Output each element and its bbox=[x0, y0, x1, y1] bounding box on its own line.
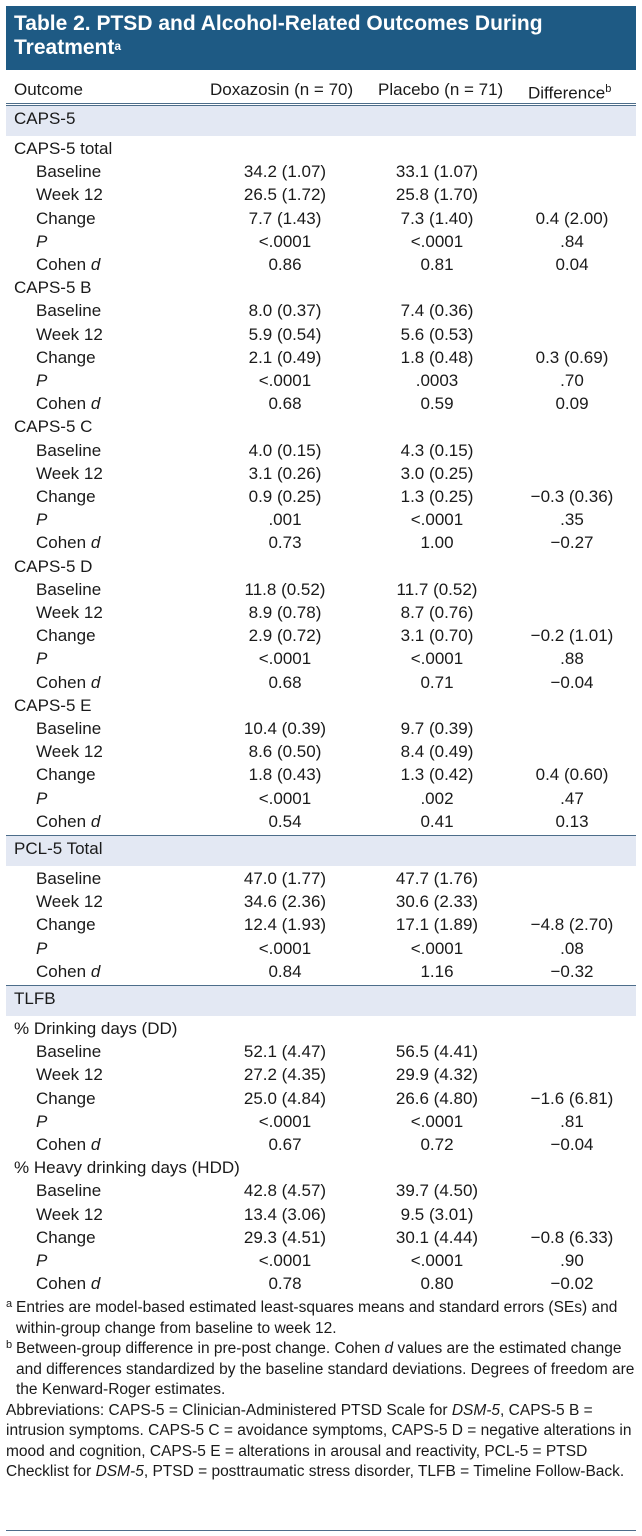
doxazosin-value: 29.3 (4.51) bbox=[243, 1227, 327, 1247]
group-label: CAPS-5 total bbox=[14, 139, 113, 158]
placebo-value: 0.41 bbox=[420, 811, 454, 831]
placebo-value: 1.16 bbox=[420, 961, 454, 981]
placebo-value: 4.3 (0.15) bbox=[400, 440, 474, 460]
row-label-cohen: Cohen d bbox=[36, 811, 101, 831]
column-header-doxazosin: Doxazosin (n = 70) bbox=[210, 80, 354, 99]
row-label-p: P bbox=[36, 938, 48, 958]
doxazosin-value: 3.1 (0.26) bbox=[248, 463, 322, 483]
difference-value: −0.8 (6.33) bbox=[530, 1227, 614, 1247]
doxazosin-value: 5.9 (0.54) bbox=[248, 324, 322, 344]
difference-value: −0.2 (1.01) bbox=[530, 626, 614, 646]
doxazosin-value: 4.0 (0.15) bbox=[248, 440, 322, 460]
difference-value: .47 bbox=[560, 788, 584, 808]
row-label-baseline: Baseline bbox=[36, 440, 102, 460]
section-title: TLFB bbox=[14, 989, 56, 1008]
doxazosin-value: 25.0 (4.84) bbox=[243, 1088, 327, 1108]
placebo-value: 1.3 (0.42) bbox=[400, 765, 474, 785]
placebo-value: 3.1 (0.70) bbox=[400, 626, 474, 646]
section-title: PCL-5 Total bbox=[14, 839, 103, 858]
placebo-value: <.0001 bbox=[410, 510, 464, 530]
difference-value: 0.09 bbox=[555, 394, 589, 414]
placebo-value: 0.59 bbox=[420, 394, 454, 414]
table-title-text: Table 2. PTSD and Alcohol-Related Outcomes During Treatment bbox=[14, 12, 543, 59]
doxazosin-value: 0.54 bbox=[268, 811, 302, 831]
footnote-marker: b bbox=[6, 1339, 13, 1351]
placebo-value: 26.6 (4.80) bbox=[395, 1088, 479, 1108]
doxazosin-value: 7.7 (1.43) bbox=[248, 208, 322, 228]
difference-value: .88 bbox=[560, 649, 584, 669]
doxazosin-value: 8.0 (0.37) bbox=[248, 301, 322, 321]
placebo-value: 11.7 (0.52) bbox=[396, 579, 478, 599]
difference-value: .81 bbox=[560, 1111, 584, 1131]
row-label-baseline: Baseline bbox=[36, 1181, 102, 1201]
placebo-value: <.0001 bbox=[410, 938, 464, 958]
doxazosin-value: 11.8 (0.52) bbox=[244, 579, 326, 599]
row-label-week12: Week 12 bbox=[36, 742, 103, 762]
doxazosin-value: 52.1 (4.47) bbox=[243, 1042, 327, 1062]
row-label-cohen: Cohen d bbox=[36, 961, 101, 981]
difference-value: −4.8 (2.70) bbox=[530, 915, 614, 935]
difference-value: .08 bbox=[560, 938, 584, 958]
row-label-cohen: Cohen d bbox=[36, 1274, 101, 1294]
doxazosin-value: 47.0 (1.77) bbox=[243, 869, 327, 888]
doxazosin-value: <.0001 bbox=[258, 938, 312, 958]
placebo-value: 0.81 bbox=[420, 255, 454, 274]
doxazosin-value: 26.5 (1.72) bbox=[243, 185, 327, 205]
placebo-value: 8.7 (0.76) bbox=[400, 603, 474, 622]
placebo-value: 1.8 (0.48) bbox=[400, 347, 474, 367]
difference-value: .90 bbox=[560, 1251, 584, 1270]
footnotes bbox=[6, 1298, 636, 1483]
row-label-week12: Week 12 bbox=[36, 1065, 103, 1085]
doxazosin-value: 0.78 bbox=[268, 1274, 302, 1294]
group-label: CAPS-5 B bbox=[14, 278, 92, 298]
placebo-value: 7.3 (1.40) bbox=[400, 208, 474, 228]
table-title bbox=[6, 6, 636, 70]
doxazosin-value: 0.9 (0.25) bbox=[248, 487, 322, 506]
table-title-footnote-marker: a bbox=[114, 39, 122, 53]
row-label-week12: Week 12 bbox=[36, 185, 103, 205]
placebo-value: 7.4 (0.36) bbox=[400, 301, 474, 321]
row-label-change: Change bbox=[36, 208, 96, 228]
doxazosin-value: 8.9 (0.78) bbox=[248, 603, 322, 622]
doxazosin-value: <.0001 bbox=[258, 1111, 312, 1131]
placebo-value: 25.8 (1.70) bbox=[395, 185, 479, 205]
doxazosin-value: 13.4 (3.06) bbox=[243, 1204, 327, 1224]
placebo-value: 39.7 (4.50) bbox=[395, 1181, 479, 1201]
difference-value: 0.04 bbox=[555, 255, 589, 274]
difference-value: −0.32 bbox=[550, 961, 594, 981]
row-label-change: Change bbox=[36, 626, 96, 646]
row-label-week12: Week 12 bbox=[36, 1204, 103, 1224]
difference-value: .84 bbox=[560, 231, 584, 251]
doxazosin-value: <.0001 bbox=[258, 371, 312, 390]
placebo-value: <.0001 bbox=[410, 231, 464, 251]
placebo-value: 30.6 (2.33) bbox=[395, 892, 479, 912]
row-label-baseline: Baseline bbox=[36, 719, 102, 738]
difference-value: −0.04 bbox=[550, 1135, 594, 1154]
section-title: CAPS-5 bbox=[14, 109, 76, 128]
placebo-value: 30.1 (4.44) bbox=[395, 1227, 479, 1247]
doxazosin-value: 0.86 bbox=[268, 255, 302, 274]
table-bottom-rule bbox=[6, 1530, 636, 1531]
placebo-value: 56.5 (4.41) bbox=[395, 1042, 479, 1062]
doxazosin-value: 27.2 (4.35) bbox=[243, 1065, 327, 1085]
row-label-change: Change bbox=[36, 1227, 96, 1247]
placebo-value: .0003 bbox=[415, 371, 459, 390]
row-label-p: P bbox=[36, 649, 48, 669]
footnote: Abbreviations: CAPS-5 = Clinician-Administered PTSD Scale for DSM-5, CAPS-5 B = intrusion symptoms. CAPS-5 C = avoidance symptoms, CAPS-5 D = negative alterations in mood and cognition, CAPS-5 E = alterations in arousal and reactivity, PCL-5 = PTSD Checklist for DSM-5, PTSD = posttraumatic stress disorder, TLFB = Timeline Follow-Back. bbox=[6, 1401, 632, 1480]
header-divider bbox=[6, 103, 636, 104]
row-label-cohen: Cohen d bbox=[36, 1135, 101, 1154]
difference-value: −0.27 bbox=[550, 533, 594, 553]
difference-value: 0.4 (2.00) bbox=[535, 208, 609, 228]
row-label-baseline: Baseline bbox=[36, 869, 102, 888]
row-label-change: Change bbox=[36, 347, 96, 367]
footnote: a Entries are model-based estimated least-squares means and standard errors (SEs) and within-group change from baseline to week 12. bbox=[6, 1298, 636, 1339]
group-label: CAPS-5 C bbox=[14, 417, 93, 437]
placebo-value: 1.00 bbox=[420, 533, 454, 553]
placebo-value: <.0001 bbox=[410, 1251, 464, 1270]
doxazosin-value: 2.1 (0.49) bbox=[248, 347, 322, 367]
row-label-baseline: Baseline bbox=[36, 162, 102, 182]
row-label-week12: Week 12 bbox=[36, 892, 103, 912]
placebo-value: 9.5 (3.01) bbox=[400, 1204, 474, 1224]
difference-value: .70 bbox=[560, 371, 584, 390]
row-label-cohen: Cohen d bbox=[36, 394, 101, 414]
row-label-week12: Week 12 bbox=[36, 463, 103, 483]
row-label-change: Change bbox=[36, 1088, 96, 1108]
doxazosin-value: 1.8 (0.43) bbox=[248, 765, 322, 785]
column-header-difference: Difference$^b$ bbox=[528, 83, 612, 103]
column-header-outcome: Outcome bbox=[14, 80, 83, 99]
doxazosin-value: <.0001 bbox=[258, 788, 312, 808]
row-label-p: P bbox=[36, 1111, 48, 1131]
doxazosin-value: <.0001 bbox=[258, 231, 312, 251]
difference-value: −0.04 bbox=[550, 672, 594, 692]
section-header bbox=[6, 105, 636, 136]
doxazosin-value: 2.9 (0.72) bbox=[248, 626, 322, 646]
doxazosin-value: 42.8 (4.57) bbox=[243, 1181, 327, 1201]
placebo-value: 5.6 (0.53) bbox=[400, 324, 474, 344]
row-label-p: P bbox=[36, 1251, 48, 1270]
group-label: % Drinking days (DD) bbox=[14, 1019, 178, 1038]
difference-value: −1.6 (6.81) bbox=[530, 1088, 614, 1108]
placebo-value: <.0001 bbox=[410, 649, 464, 669]
placebo-value: 33.1 (1.07) bbox=[395, 162, 479, 182]
doxazosin-value: 12.4 (1.93) bbox=[243, 915, 327, 935]
difference-value: .35 bbox=[560, 510, 584, 530]
placebo-value: 3.0 (0.25) bbox=[400, 463, 474, 483]
difference-value: −0.3 (0.36) bbox=[530, 487, 614, 506]
row-label-week12: Week 12 bbox=[36, 324, 103, 344]
placebo-value: 17.1 (1.89) bbox=[395, 915, 479, 935]
column-header-row bbox=[6, 78, 636, 102]
placebo-value: 8.4 (0.49) bbox=[400, 742, 474, 762]
doxazosin-value: 0.84 bbox=[268, 961, 302, 981]
column-header-placebo: Placebo (n = 71) bbox=[378, 80, 504, 99]
section-header bbox=[6, 835, 636, 866]
doxazosin-value: 0.68 bbox=[268, 394, 302, 414]
placebo-value: 47.7 (1.76) bbox=[395, 869, 479, 888]
placebo-value: 0.71 bbox=[420, 672, 454, 692]
row-label-cohen: Cohen d bbox=[36, 672, 101, 692]
footnote-marker: a bbox=[6, 1298, 13, 1310]
row-label-cohen: Cohen d bbox=[36, 533, 101, 553]
placebo-value: 1.3 (0.25) bbox=[400, 487, 474, 506]
row-label-change: Change bbox=[36, 915, 96, 935]
row-label-change: Change bbox=[36, 487, 96, 506]
row-label-week12: Week 12 bbox=[36, 603, 103, 622]
row-label-p: P bbox=[36, 510, 48, 530]
group-label: CAPS-5 E bbox=[14, 695, 92, 715]
difference-value: 0.4 (0.60) bbox=[535, 765, 609, 785]
doxazosin-value: .001 bbox=[268, 510, 302, 530]
doxazosin-value: 10.4 (0.39) bbox=[243, 719, 327, 738]
doxazosin-value: 0.68 bbox=[268, 672, 302, 692]
row-label-p: P bbox=[36, 788, 48, 808]
row-label-baseline: Baseline bbox=[36, 301, 102, 321]
row-label-cohen: Cohen d bbox=[36, 255, 101, 274]
doxazosin-value: <.0001 bbox=[258, 649, 312, 669]
doxazosin-value: 0.67 bbox=[268, 1135, 302, 1154]
placebo-value: <.0001 bbox=[410, 1111, 464, 1131]
difference-value: 0.3 (0.69) bbox=[535, 347, 609, 367]
row-label-baseline: Baseline bbox=[36, 579, 102, 599]
section-header bbox=[6, 985, 636, 1016]
footnote: b Between-group difference in pre-post change. Cohen d values are the estimated change and differences standardized by the baseline standard deviations. Degrees of freedom are the Kenward-Roger estimates. bbox=[6, 1339, 636, 1401]
doxazosin-value: 34.2 (1.07) bbox=[243, 162, 327, 182]
group-label: % Heavy drinking days (HDD) bbox=[14, 1158, 240, 1178]
placebo-value: 29.9 (4.32) bbox=[395, 1065, 479, 1085]
difference-value: −0.02 bbox=[550, 1274, 594, 1294]
difference-value: 0.13 bbox=[555, 811, 589, 831]
placebo-value: 9.7 (0.39) bbox=[400, 719, 474, 738]
placebo-value: .002 bbox=[420, 788, 454, 808]
doxazosin-value: 0.73 bbox=[268, 533, 302, 553]
doxazosin-value: 34.6 (2.36) bbox=[243, 892, 327, 912]
placebo-value: 0.72 bbox=[420, 1135, 454, 1154]
placebo-value: 0.80 bbox=[420, 1274, 454, 1294]
row-label-p: P bbox=[36, 371, 48, 390]
group-label: CAPS-5 D bbox=[14, 556, 93, 576]
doxazosin-value: 8.6 (0.50) bbox=[248, 742, 322, 762]
row-label-change: Change bbox=[36, 765, 96, 785]
row-label-p: P bbox=[36, 231, 48, 251]
doxazosin-value: <.0001 bbox=[258, 1251, 312, 1270]
row-label-baseline: Baseline bbox=[36, 1042, 102, 1062]
